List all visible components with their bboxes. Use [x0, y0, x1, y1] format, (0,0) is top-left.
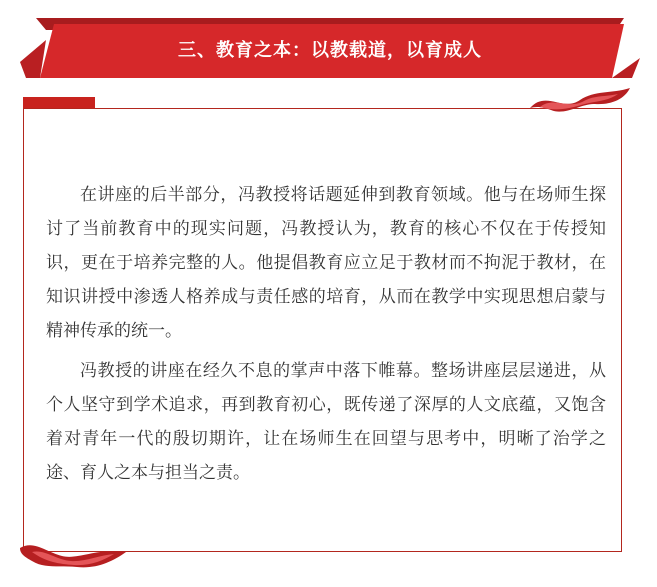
banner-right-ribbon [612, 58, 640, 78]
article-paragraph: 在讲座的后半部分，冯教授将话题延伸到教育领域。他与在场师生探讨了当前教育中的现实问题，冯教授认为，教育的核心不仅在于传授知识，更在于培养完整的人。他提倡教育应立足于教材而不拘泥于教材，在知识讲授中渗透人格养成与责任感的培育，从而在教学中实现思想启蒙与精神传承的统一。 [46, 185, 606, 341]
section-title: 三、教育之本：以教载道，以育成人 [178, 40, 482, 61]
decorative-ribbon-bottom-left [18, 538, 128, 572]
frame-accent-bar [23, 97, 95, 108]
article-paragraph: 冯教授的讲座在经久不息的掌声中落下帷幕。整场讲座层层递进，从个人坚守到学术追求，再到教育初心，既传递了深厚的人文底蕴，又饱含着对青年一代的殷切期许，让在场师生在回望与思考中，明晰了治学之途、育人之本与担当之责。 [46, 361, 606, 483]
decorative-ribbon-top-right [528, 86, 632, 114]
article-body [46, 178, 606, 496]
